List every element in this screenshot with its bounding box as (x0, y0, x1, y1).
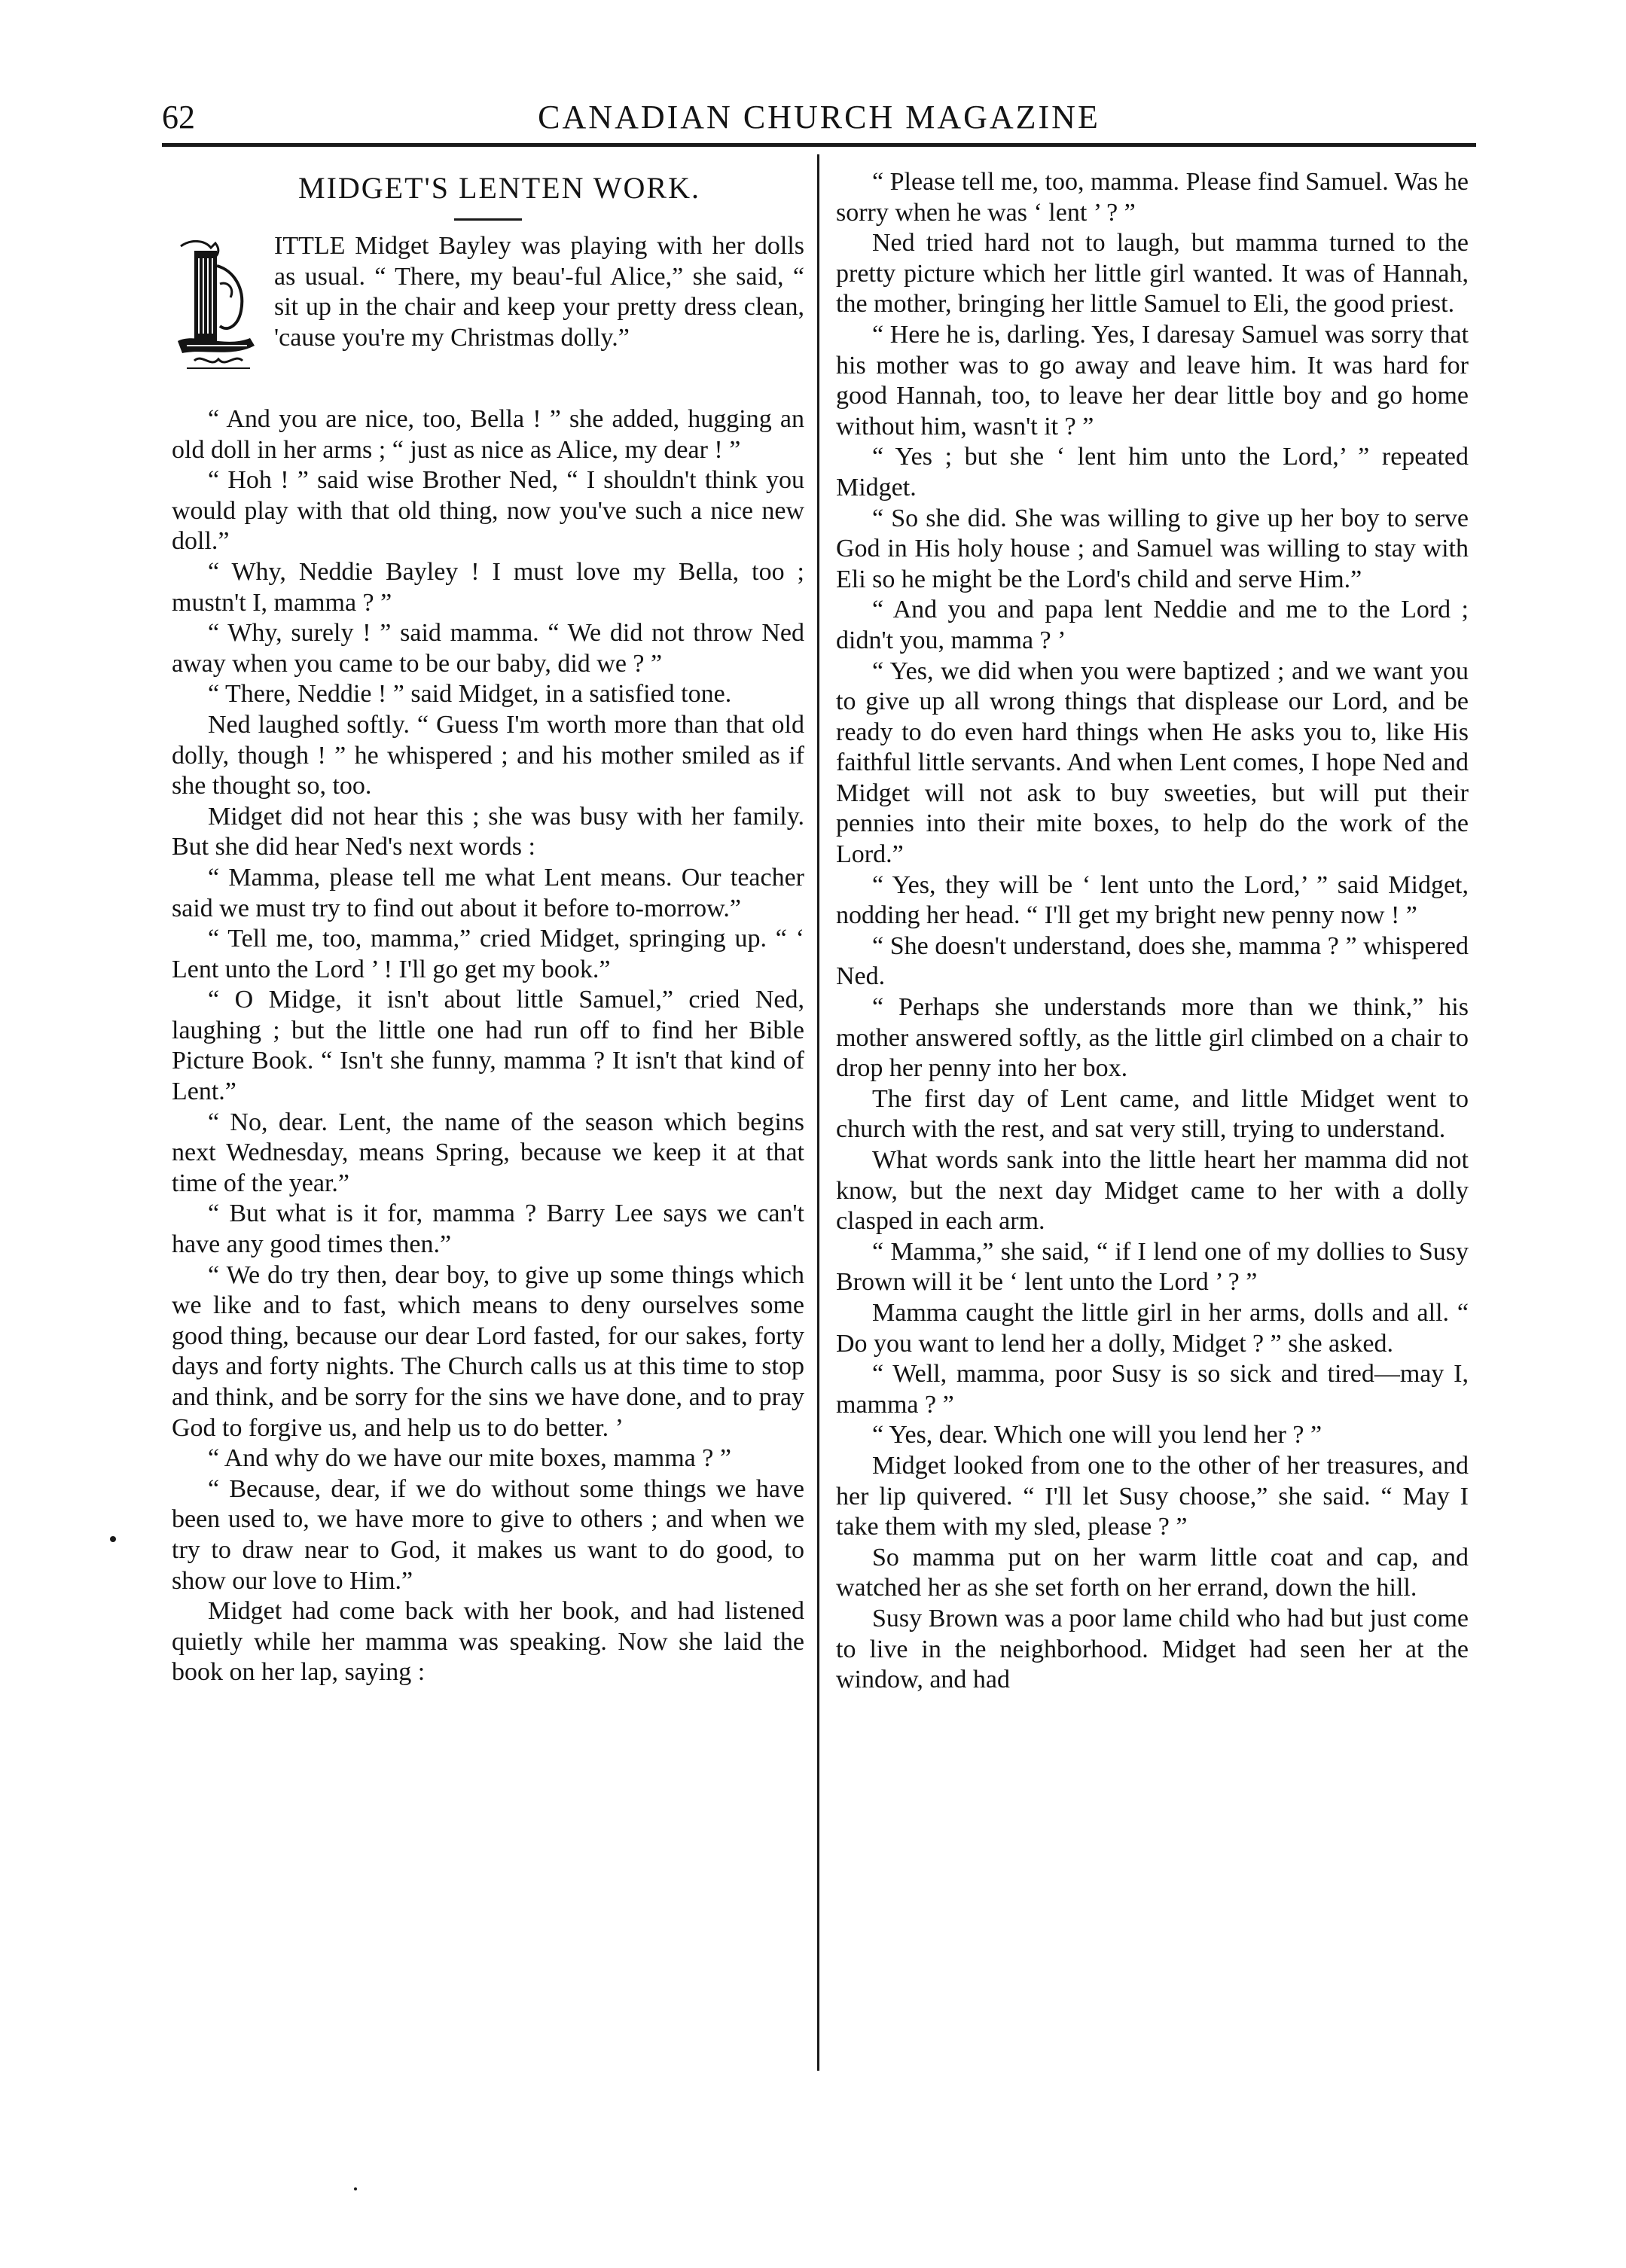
paragraph: “ Mamma,” she said, “ if I lend one of my dollies to Susy Brown will it be ‘ lent unto the Lord ’ ? ” (836, 1237, 1469, 1297)
paragraph: “ Perhaps she understands more than we think,” his mother answered softly, as the little girl climbed on a chair to drop her penny into her box. (836, 993, 1469, 1083)
paragraph: “ Why, Neddie Bayley ! I must love my Bella, too ; mustn't I, mamma ? ” (172, 557, 804, 617)
page-number: 62 (162, 99, 195, 136)
article-title: MIDGET'S LENTEN WORK. (298, 171, 700, 205)
paragraph: “ Well, mamma, poor Susy is so sick and tired—may I, mamma ? ” (836, 1360, 1469, 1419)
column-divider (817, 154, 819, 2071)
left-column (172, 167, 804, 1688)
paragraph: Ned laughed softly. “ Guess I'm worth more than that old dolly, though ! ” he whispered ; and his mother smiled as if she thought so, too. (172, 710, 804, 800)
paragraph: “ Yes, they will be ‘ lent unto the Lord,’ ” said Midget, nodding her head. “ I'll get my bright new penny now ! ” (836, 870, 1469, 930)
paragraph: Midget looked from one to the other of her treasures, and her lip quivered. “ I'll let Susy choose,” she said. “ May I take them with my sled, please ? ” (836, 1451, 1469, 1541)
running-title: CANADIAN CHURCH MAGAZINE (538, 99, 1100, 136)
paragraph: “ Yes, dear. Which one will you lend her ? ” (872, 1421, 1322, 1450)
paragraph: So mamma put on her warm little coat and cap, and watched her as she set forth on her errand, down the hill. (836, 1543, 1469, 1602)
paragraph: “ O Midge, it isn't about little Samuel,” cried Ned, laughing ; but the little one had run off to find her Bible Picture Book. “ Isn't she funny, mamma ? It isn't that kind of Lent.” (172, 986, 804, 1106)
opening-paragraph (172, 231, 804, 404)
paragraph: “ Here he is, darling. Yes, I daresay Samuel was sorry that his mother was to go away and leave him. It was hard for good Hannah, too, to leave her dear little boy and go home without him, wasn't it ? ” (836, 320, 1469, 440)
paragraph: “ Please tell me, too, mamma. Please find Samuel. Was he sorry when he was ‘ lent ’ ? ” (836, 168, 1469, 227)
paragraph: Mamma caught the little girl in her arms, dolls and all. “ Do you want to lend her a dolly, Midget ? ” she asked. (836, 1298, 1469, 1358)
drop-cap-initial (172, 236, 262, 376)
paragraph: Susy Brown was a poor lame child who had but just come to live in the neighborhood. Midget had seen her at the window, and had (836, 1604, 1469, 1694)
paragraph: “ We do try then, dear boy, to give up some things which we like and to fast, which means to deny ourselves some good thing, because our dear Lord fasted, for our sakes, forty days and forty nights. The Church calls us at this time to stop and think, and be sorry for the sins we have done, and to pray God to forgive us, and help us to do better. ’ (172, 1261, 804, 1442)
right-column (836, 167, 1469, 1696)
page-header (162, 96, 1476, 142)
paragraph: “ Yes, we did when you were baptized ; and we want you to give up all wrong things that displease our Lord, and be ready to do even hard things when He asks you to, like His faithful little servants. And when Lent comes, I hope Ned and Midget will not ask to buy sweeties, but will put their pennies into their mite boxes, to help do the work of the Lord.” (836, 657, 1469, 869)
paragraph: What words sank into the little heart her mamma did not know, but the next day Midget came to her with a dolly clasped in each arm. (836, 1146, 1469, 1236)
paragraph: “ No, dear. Lent, the name of the season which begins next Wednesday, means Spring, because we keep it at that time of the year.” (172, 1108, 804, 1197)
header-rule (162, 143, 1476, 147)
paragraph: “ She doesn't understand, does she, mamma ? ” whispered Ned. (836, 931, 1469, 991)
paragraph: Midget had come back with her book, and had listened quietly while her mamma was speaking. Now she laid the book on her lap, saying : (172, 1597, 804, 1687)
title-rule (454, 218, 522, 221)
paragraph: “ Yes ; but she ‘ lent him unto the Lord,’ ” repeated Midget. (836, 443, 1469, 501)
print-speck (354, 2187, 357, 2190)
paragraph: “ And you and papa lent Neddie and me to the Lord ; didn't you, mamma ? ’ (836, 596, 1469, 654)
paragraph: Midget did not hear this ; she was busy with her family. But she did hear Ned's next words : (172, 802, 804, 861)
paragraph: “ Tell me, too, mamma,” cried Midget, springing up. “ ‘ Lent unto the Lord ’ ! I'll go get my book.” (172, 925, 804, 983)
paragraph: Ned tried hard not to laugh, but mamma turned to the pretty picture which her little girl wanted. It was of Hannah, the mother, bringing her little Samuel to Eli, the good priest. (836, 229, 1469, 319)
paragraph-text: ITTLE Midget Bayley was playing with her dolls as usual. “ There, my beau'-ful Alice,” she said, “ sit up in the chair and keep your pretty dress clean, 'cause you're my Christmas dolly.” (274, 232, 804, 352)
paragraph: “ There, Neddie ! ” said Midget, in a satisfied tone. (208, 680, 732, 709)
paragraph: The first day of Lent came, and little Midget went to church with the rest, and sat very still, trying to understand. (836, 1084, 1469, 1144)
paragraph: “ Why, surely ! ” said mamma. “ We did not throw Ned away when you came to be our baby, did we ? ” (172, 619, 804, 678)
paragraph: “ But what is it for, mamma ? Barry Lee says we can't have any good times then.” (172, 1200, 804, 1259)
ornamental-l-icon (172, 236, 262, 376)
print-speck (110, 1536, 116, 1542)
paragraph: “ And you are nice, too, Bella ! ” she added, hugging an old doll in her arms ; “ just as nice as Alice, my dear ! ” (172, 405, 804, 464)
paragraph: “ Hoh ! ” said wise Brother Ned, “ I shouldn't think you would play with that old thing, now you've such a nice new doll.” (172, 466, 804, 556)
paragraph: “ And why do we have our mite boxes, mamma ? ” (208, 1444, 731, 1473)
paragraph: “ Mamma, please tell me what Lent means. Our teacher said we must try to find out about it before to-morrow.” (172, 863, 804, 922)
paragraph: “ So she did. She was willing to give up her boy to serve God in His holy house ; and Samuel was willing to stay with Eli so he might be the Lord's child and serve Him.” (836, 504, 1469, 593)
paragraph: “ Because, dear, if we do without some things we have been used to, we have more to give to others ; and when we try to draw near to God, it makes us want to do good, to show our love to Him.” (172, 1474, 804, 1595)
